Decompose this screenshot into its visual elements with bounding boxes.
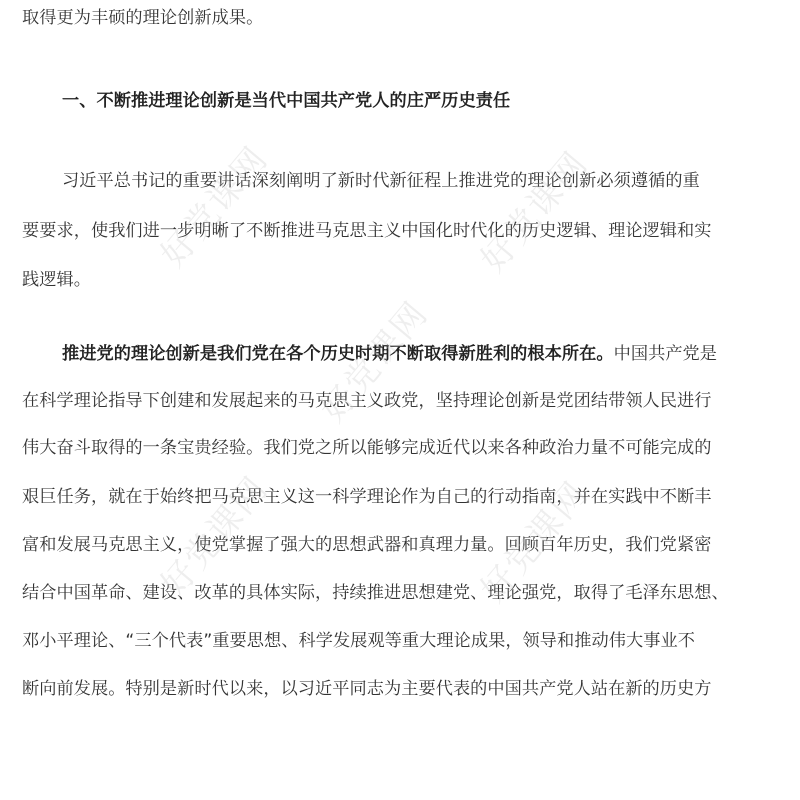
paragraph-line: 践逻辑。 — [22, 270, 91, 290]
watermark: 好党课网 — [153, 468, 277, 605]
bold-lead-sentence: 推进党的理论创新是我们党在各个历史时期不断取得新胜利的根本所在。 — [62, 344, 614, 364]
paragraph-line: 艰巨任务，就在于始终把马克思主义这一科学理论作为自己的行动指南，并在实践中不断丰 — [22, 487, 712, 507]
paragraph-text: 中国共产党是 — [613, 344, 718, 364]
paragraph-line: 富和发展马克思主义，使党掌握了强大的思想武器和真理力量。回顾百年历史，我们党紧密 — [22, 535, 712, 555]
watermark: 好党课网 — [313, 293, 437, 430]
paragraph-line: 结合中国革命、建设、改革的具体实际，持续推进思想建党、理论强党，取得了毛泽东思想、 — [22, 583, 729, 603]
paragraph-line — [62, 342, 717, 366]
watermark: 好党课网 — [473, 473, 597, 610]
paragraph-line: 断向前发展。特别是新时代以来，以习近平同志为主要代表的中国共产党人站在新的历史方 — [22, 679, 712, 699]
paragraph-line: 要要求，使我们进一步明晰了不断推进马克思主义中国化时代化的历史逻辑、理论逻辑和实 — [22, 221, 712, 241]
paragraph-line: 取得更为丰硕的理论创新成果。 — [22, 8, 264, 28]
watermark: 好党课网 — [473, 143, 597, 280]
watermark: 好党课网 — [153, 138, 277, 275]
paragraph-line: 习近平总书记的重要讲话深刻阐明了新时代新征程上推进党的理论创新必须遵循的重 — [62, 171, 700, 191]
paragraph-line: 在科学理论指导下创建和发展起来的马克思主义政党，坚持理论创新是党团结带领人民进行 — [22, 391, 712, 411]
paragraph-line: 伟大奋斗取得的一条宝贵经验。我们党之所以能够完成近代以来各种政治力量不可能完成的 — [22, 438, 712, 458]
paragraph-line: 邓小平理论、“三个代表”重要思想、科学发展观等重大理论成果，领导和推动伟大事业不 — [22, 631, 695, 651]
section-heading: 一、不断推进理论创新是当代中国共产党人的庄严历史责任 — [62, 91, 511, 111]
